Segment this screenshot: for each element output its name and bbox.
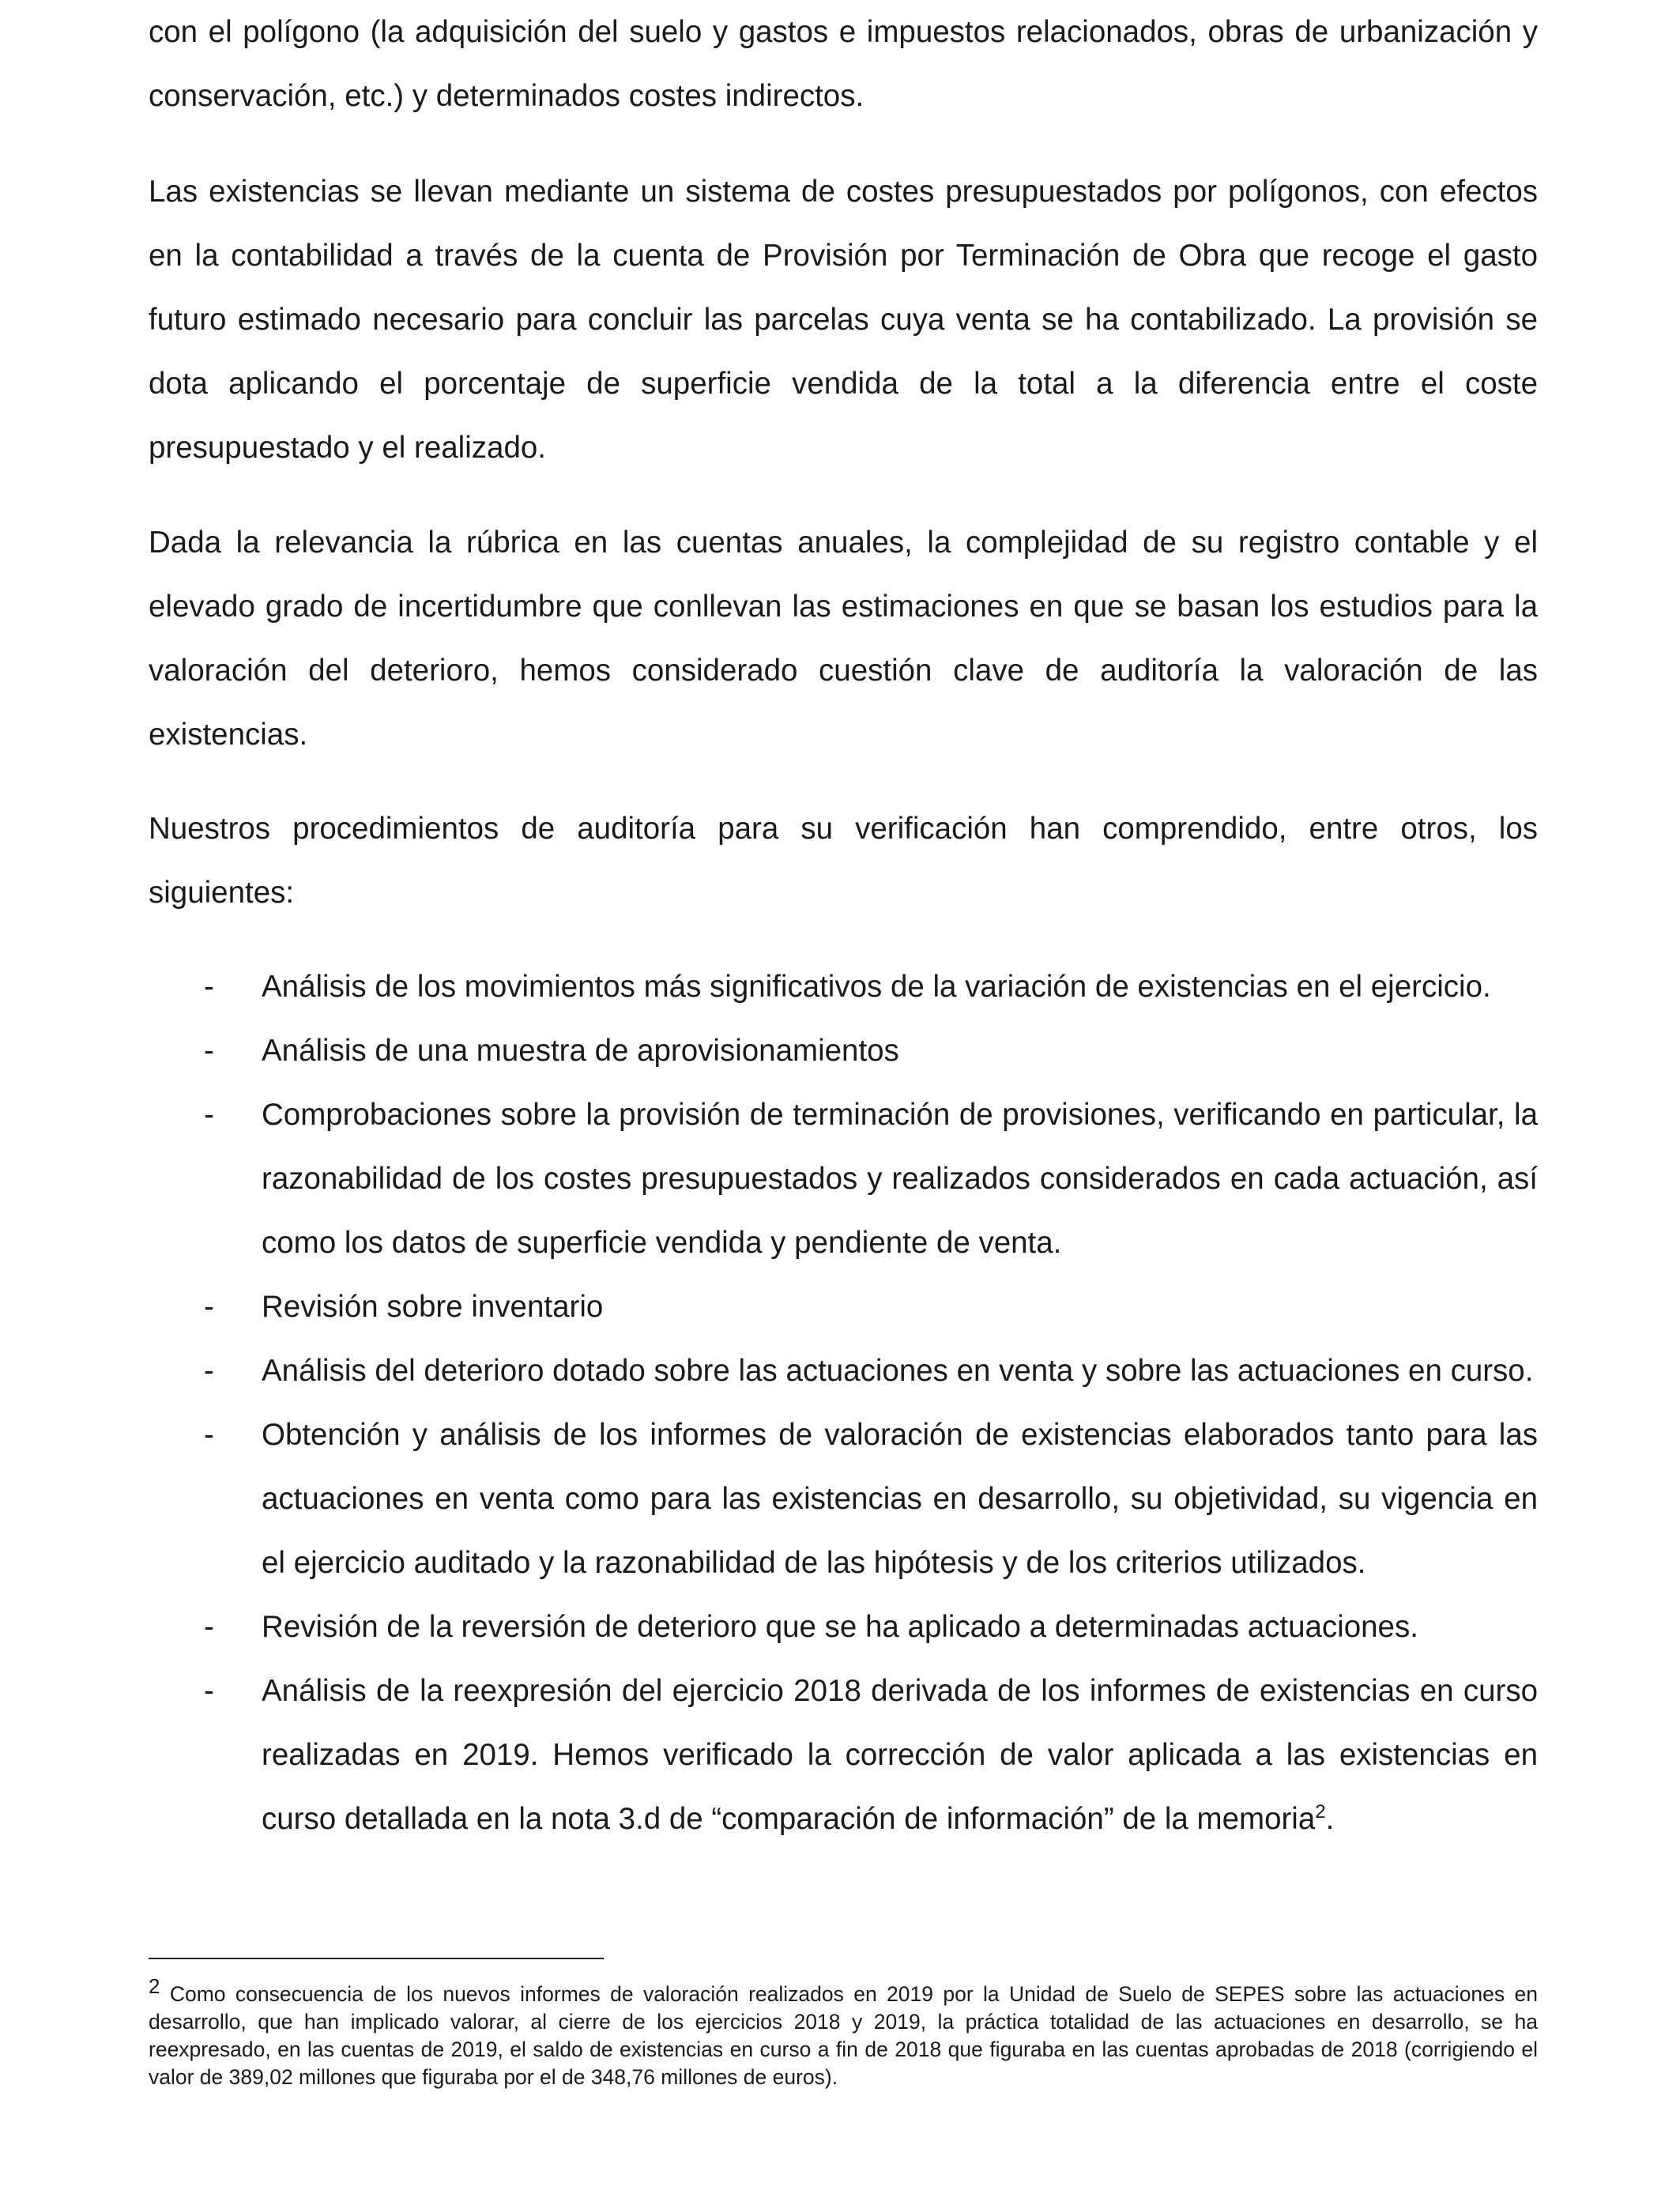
footnote-number: 2	[149, 1974, 160, 1999]
footnote-reference: 2	[1315, 1801, 1326, 1823]
footnote-separator	[149, 1958, 604, 1959]
paragraph-budgeted-costs-system: Las existencias se llevan mediante un sistema de costes presupuestados por polígonos, con efectos en la contabilidad a través de la cuenta de Provisión por Terminación de Obra que recoge el gasto futuro estimado necesario para concluir las parcelas cuya venta se ha contabilizado. La provisión se dota aplicando el porcentaje de superficie vendida de la total a la diferencia entre el coste presupuestado y el realizado.	[149, 175, 1538, 465]
paragraph-key-audit-matter: Dada la relevancia la rúbrica en las cuentas anuales, la complejidad de su registro contable y el elevado grado de incertidumbre que conllevan las estimaciones en que se basan los estudios para la valoración del deterioro, hemos considerado cuestión clave de auditoría la valoración de las existencias.	[149, 526, 1538, 752]
list-item	[149, 1403, 1538, 1595]
list-item-text: Análisis de los movimientos más significativos de la variación de existencias en el ejercicio.	[262, 970, 1491, 1004]
bullet-dash: -	[204, 1034, 214, 1068]
list-item	[149, 1595, 1538, 1659]
list-item-text: Análisis de una muestra de aprovisionamientos	[262, 1034, 899, 1068]
footnote	[149, 1974, 1538, 2091]
list-item-period: .	[1325, 1802, 1335, 1836]
bullet-dash: -	[204, 1674, 214, 1708]
list-item-text: Análisis de la reexpresión del ejercicio 2018 derivada de los informes de existencias en curso realizadas en 2019. Hemos verificado la corrección de valor aplicada a las existencias en curso detallada en la nota 3.d de “comparación de información” de la memoria	[262, 1674, 1538, 1836]
bullet-dash: -	[204, 970, 214, 1004]
list-item-text: Revisión sobre inventario	[262, 1290, 604, 1324]
bullet-dash: -	[204, 1610, 214, 1644]
list-item	[149, 1275, 1538, 1339]
list-item	[149, 1083, 1538, 1275]
footnote-text: Como consecuencia de los nuevos informes de valoración realizados en 2019 por la Unidad de Suelo de SEPES sobre las actuaciones en desarrollo, que han implicado valorar, al cierre de los ejercicios 2018 y 2019, la práctica totalidad de las actuaciones en desarrollo, se ha reexpresado, en las cuentas de 2019, el saldo de existencias en curso a fin de 2018 que figuraba en las cuentas aprobadas de 2018 (corrigiendo el valor de 389,02 millones que figuraba por el de 348,76 millones de euros).	[149, 1982, 1538, 2089]
paragraph-cost-composition: con el polígono (la adquisición del suelo y gastos e impuestos relacionados, obras de urbanización y conservación, etc.) y determinados costes indirectos.	[149, 15, 1538, 113]
paragraph-audit-procedures-intro: Nuestros procedimientos de auditoría para su verificación han comprendido, entre otros, los siguientes:	[149, 812, 1538, 910]
bullet-dash: -	[204, 1354, 214, 1388]
bullet-dash: -	[204, 1290, 214, 1324]
list-item-text: Revisión de la reversión de deterioro que se ha aplicado a determinadas actuaciones.	[262, 1610, 1418, 1644]
list-item	[149, 1659, 1538, 1851]
list-item	[149, 1339, 1538, 1403]
list-item-text: Obtención y análisis de los informes de valoración de existencias elaborados tanto para las actuaciones en venta como para las existencias en desarrollo, su objetividad, su vigencia en el ejercicio auditado y la razonabilidad de las hipótesis y de los criterios utilizados.	[262, 1418, 1538, 1580]
list-item-text: Análisis del deterioro dotado sobre las actuaciones en venta y sobre las actuaciones en curso.	[262, 1354, 1534, 1388]
list-item	[149, 1019, 1538, 1083]
bullet-dash: -	[204, 1418, 214, 1452]
bullet-dash: -	[204, 1098, 214, 1132]
audit-procedures-list	[149, 955, 1538, 1851]
list-item	[149, 955, 1538, 1019]
list-item-text: Comprobaciones sobre la provisión de terminación de provisiones, verificando en particular, la razonabilidad de los costes presupuestados y realizados considerados en cada actuación, así como los datos de superficie vendida y pendiente de venta.	[262, 1098, 1538, 1260]
